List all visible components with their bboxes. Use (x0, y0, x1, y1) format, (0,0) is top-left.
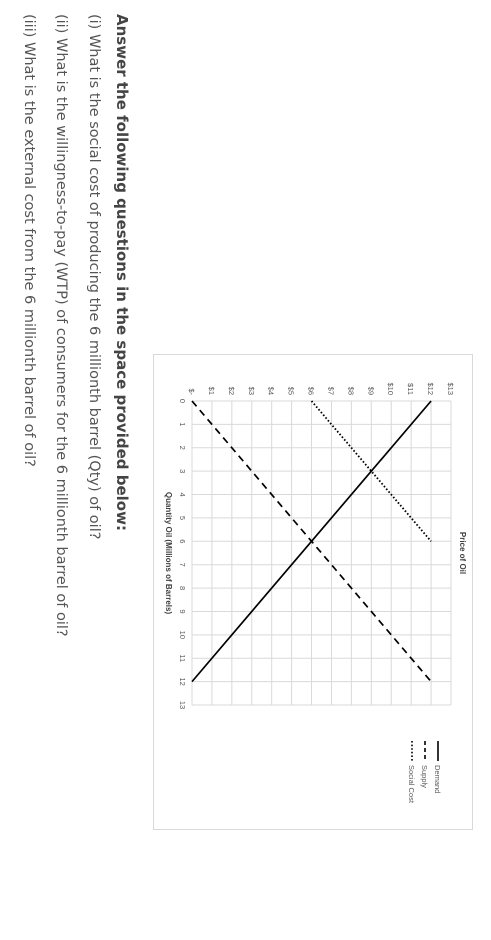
x-tick-label: 10 (178, 630, 187, 640)
legend-label-supply: Supply (420, 765, 429, 788)
x-tick-label: 2 (178, 445, 187, 450)
y-tick-label: $7 (326, 386, 336, 395)
y-tick-label: $11 (406, 383, 416, 395)
x-tick-label: 9 (178, 609, 187, 614)
question-3: (iii) What is the external cost from the 6 millionth barrel of oil? (21, 14, 37, 467)
x-tick-label: 12 (178, 677, 187, 686)
y-tick-label: $5 (286, 386, 296, 395)
legend-label-demand: Demand (433, 765, 442, 794)
x-tick-label: 1 (178, 422, 187, 427)
x-tick-label: 8 (178, 585, 187, 591)
chart-title: Price of Oil (458, 531, 467, 575)
question-2: (ii) What is the willingness-to-pay (WTP) of consumers for the 6 millionth barrel of oil? (53, 14, 69, 637)
questions-heading: Answer the following questions in the space provided below: (113, 14, 131, 531)
y-tick-label: $12 (426, 382, 436, 395)
x-tick-label: 4 (178, 492, 187, 497)
x-tick-label: 5 (178, 515, 187, 521)
y-tick-label: $3 (246, 386, 256, 395)
y-tick-label: $4 (266, 386, 276, 395)
question-1: (i) What is the social cost of producing the 6 millionth barrel (Qty) of oil? (86, 14, 102, 540)
legend (407, 741, 442, 804)
y-tick-label: $9 (366, 386, 376, 395)
y-tick-label: $6 (306, 386, 316, 395)
x-tick-label: 7 (178, 562, 187, 567)
y-tick-label: $2 (226, 386, 236, 395)
y-tick-label: $8 (346, 386, 356, 395)
x-tick-label: 6 (178, 539, 187, 544)
y-tick-label: $10 (386, 382, 396, 395)
y-tick-label: $1 (206, 386, 216, 395)
chart-svg (154, 355, 472, 829)
chart (153, 354, 473, 830)
y-tick-label: $- (187, 388, 196, 395)
x-tick-label: 13 (178, 700, 187, 710)
x-axis-ticks (178, 399, 187, 709)
x-tick-label: 11 (178, 654, 187, 663)
legend-label-social-cost: Social Cost (407, 765, 416, 803)
x-axis-label: Quantity Oil (Millions of Barrels) (164, 491, 173, 615)
y-axis-ticks (187, 382, 455, 395)
y-tick-label: $13 (446, 382, 455, 395)
x-tick-label: 3 (178, 469, 187, 474)
x-tick-label: 0 (178, 398, 187, 404)
